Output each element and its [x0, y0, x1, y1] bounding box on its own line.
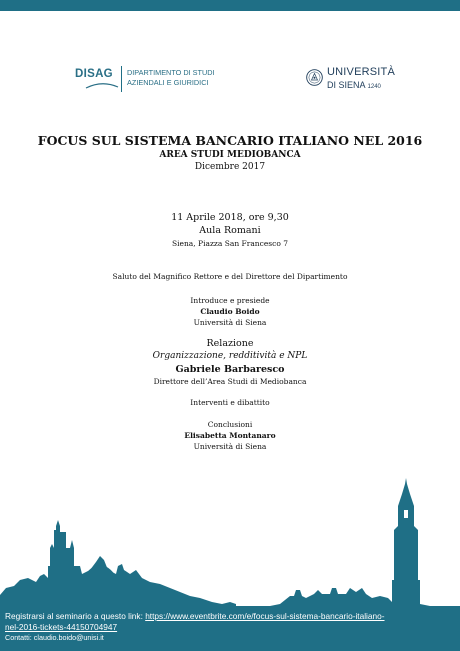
department-line-2: AZIENDALI E GIURIDICI	[127, 78, 209, 87]
university-name-line-1: UNIVERSITÀ	[327, 66, 396, 78]
intro-speaker-name: Claudio Boido	[200, 307, 260, 316]
conclusions-speaker-affiliation: Università di Siena	[193, 442, 267, 451]
event-room: Aula Romani	[199, 225, 261, 236]
registration-link-continued[interactable]: nel-2016-tickets-44150704947	[5, 622, 118, 632]
event-report-date: Dicembre 2017	[194, 162, 266, 172]
intro-label: Introduce e presiede	[190, 296, 270, 305]
talk-speaker-role: Direttore dell’Area Studi di Mediobanca	[153, 377, 307, 386]
footer	[5, 611, 457, 643]
registration-line	[5, 611, 457, 622]
disag-swoosh-icon	[85, 82, 119, 90]
event-subtitle: AREA STUDI MEDIOBANCA	[159, 150, 301, 160]
university-logo	[306, 65, 406, 93]
talk-speaker-name: Gabriele Barbaresco	[175, 364, 285, 375]
top-color-bar	[0, 0, 460, 11]
conclusions-speaker-name: Elisabetta Montanaro	[184, 431, 276, 440]
event-title: FOCUS SUL SISTEMA BANCARIO ITALIANO NEL 2016	[37, 133, 423, 148]
talk-title: Organizzazione, redditività e NPL	[152, 351, 308, 361]
welcome-speech: Saluto del Magnifico Rettore e del Direttore del Dipartimento	[112, 272, 348, 281]
registration-link[interactable]: https://www.eventbrite.com/e/focus-sul-sistema-bancario-italiano-	[145, 611, 385, 621]
intro-speaker-affiliation: Università di Siena	[193, 318, 267, 327]
department-line-1: DIPARTIMENTO DI STUDI	[127, 68, 215, 77]
university-seal-icon	[306, 69, 323, 86]
talk-label: Relazione	[206, 338, 254, 349]
event-datetime: 11 Aprile 2018, ore 9,30	[171, 212, 289, 223]
event-address: Siena, Piazza San Francesco 7	[172, 239, 288, 248]
contact-email: Contatti: claudio.boido@unisi.it	[5, 633, 104, 642]
university-name-line-2	[327, 80, 381, 90]
logo-divider	[121, 66, 122, 92]
department-name	[127, 68, 215, 88]
conclusions-label: Conclusioni	[207, 420, 253, 429]
discussion-item: Interventi e dibattito	[190, 398, 270, 407]
university-city: DI SIENA	[327, 80, 366, 90]
university-year: 1240	[367, 84, 381, 90]
disag-wordmark: DISAG	[75, 68, 113, 80]
registration-text: Registrarsi al seminario a questo link:	[5, 611, 146, 621]
